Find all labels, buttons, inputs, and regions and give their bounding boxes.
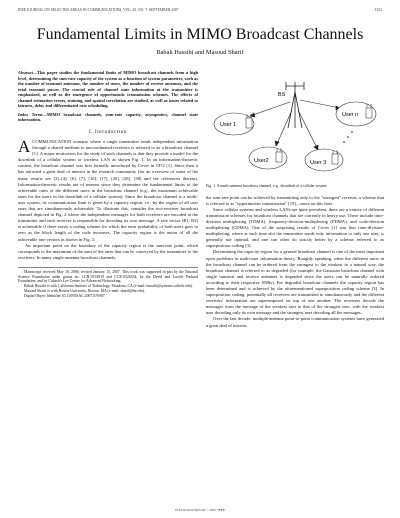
running-header bbox=[18, 8, 382, 16]
journal-header: IEEE JOURNAL ON SELECTED AREAS IN COMMUNICATIONS, VOL. 25, NO. 7, SEPTEMBER 2007 bbox=[18, 8, 179, 12]
section-heading: I. Introduction bbox=[89, 129, 127, 135]
intro-paragraph-2: An important point on the boundary of the capacity region is the sum-rate point, which corresponds to the maximum of the sum of the rates that can be conveyed by the transmitter to the receivers. In many single-antenna broadcast channels, bbox=[18, 242, 198, 260]
index-terms-text: —MIMO broadcast channels, sum-rate capacity, asymptotics, channel state information. bbox=[18, 111, 198, 123]
paper-title: Fundamental Limits in MIMO Broadcast Channels bbox=[36, 26, 364, 43]
ellipsis-dots bbox=[343, 131, 353, 143]
usern-label: User n bbox=[342, 112, 359, 118]
copyright-line: 0733-8716/07/$25.00 © 2007 IEEE bbox=[174, 508, 226, 512]
right-paragraph-3: Determining the capacity region for a general broadcast channel is one of the most important open problems in multi-user information theory. Roughly speaking, when the different users in the broadcast channel can be ordered from the strongest to the weakest in a natural way, the broadcast channel is referred to as degraded (for example, the Gaussian broadcast channel with single transmit and receive antennas is degraded since the users can be naturally ordered according to their respective SNRs). For degraded broadcast channels the capacity region has been determined and is achieved by the aforementioned superposition coding scheme [3]. In superposition coding, potentially all receivers are transmitted to simultaneously and the different receivers' information are superimposed on top of one another. The receivers decode the messages from the message of the weakest user to that of the strongest user, with the weakest user decoding only its own message and the strongest user decoding all the messages. bbox=[206, 249, 384, 316]
index-terms bbox=[18, 112, 198, 123]
footnote-manuscript: Manuscript received May 16, 2006; revised January 15, 2007. This work was supported in part by the National Science Foundation under grants no. CCR-0133818 and CCR-0326554, by the David and Lucille Packard Foundation, and by Caltech's Lee Center for Advanced Networking. bbox=[18, 269, 198, 284]
intro-paragraph bbox=[18, 139, 198, 243]
abstract-label: Abstract bbox=[18, 70, 33, 75]
paper-authors: Babak Hassibi and Masoud Sharif bbox=[156, 49, 244, 56]
broadcast-diagram bbox=[206, 70, 384, 182]
footnote bbox=[18, 267, 198, 299]
figure-caption: Fig. 1. A multi-antenna broadcast channel, e.g., downlink of a cellular system bbox=[206, 184, 327, 188]
user3-label: User 3 bbox=[310, 160, 327, 166]
footnote-doi: Digital Object Identifier 10.1109/JSAC.2007.070907. bbox=[24, 293, 106, 298]
abstract bbox=[18, 70, 198, 109]
footnote-author-2: Masoud Sharif is with Boston University, Boston, MA (e-mail: sharif@bu.edu). bbox=[24, 289, 146, 294]
footnote-author-1: Babak Hassibi is with California Institute of Technology, Pasadena, CA (e-mail: hassibi@systems.caltech.edu). bbox=[24, 284, 193, 289]
right-paragraph-4: Over the last decade, multiple-antenna point-to-point communication systems have generated a great deal of interest, bbox=[206, 316, 384, 328]
right-paragraph-2: Since cellular systems and wireless LANs are quite prevalent, there are a variety of different transmission schemes for broadcast channels that are currently in heavy use. These include time-division multiplexing (TDMA), frequency-division-multiplexing (FDMA), and code-division multiplexing (CDMA). One of the surprising results of Cover [1] was that time-division-multiplexing, where at each time slot the transmitter sends only information to only one user, is generally not optimal, and one can often do strictly better by a scheme referred to as superposition coding [3]. bbox=[206, 206, 384, 249]
user1-label: User 1 bbox=[220, 122, 237, 128]
right-paragraph-1: the sum-rate point can be achieved by transmitting only to the "strongest" receiver, a scheme that is referred to as "opportunistic transmission" [19]—more on this later. bbox=[206, 194, 384, 206]
page-number: 1333 bbox=[374, 8, 382, 12]
figure-1 bbox=[206, 70, 384, 182]
bs-label: BS bbox=[278, 92, 286, 98]
abstract-text: —This paper studies the fundamental limits of MIMO broadcast channels from a high level, determining the sum-rate capacity of the system as a function of system parameters, such as the number of transmit antennas, the number of users, the number of receive antennas, and the total transmit power. The crucial role of channel state information at the transmitter is emphasized, as well as the emergence of opportunistic transmission schemes. The effects of channel estimation errors, training, and spatial correlation are studied, as well as issues related to fairness, delay and differentiated rate scheduling. bbox=[18, 70, 198, 109]
drop-cap: A bbox=[18, 137, 31, 157]
index-terms-label: Index Terms bbox=[18, 111, 43, 117]
intro-text: COMMUNICATION scenario where a single transmitter sends independent information through a shared medium to uncoordinated receivers is referred to as a broadcast channel [1]. A major motivation for the study of such channels is that they provide a model for the downlink of a cellular system or wireless LAN as shown Fig. 1. In an information-theoretic context, the broadcast channel was first formally introduced by Cover in 1972 [1]. Since then it has attracted a great deal of interest in the research community (for an overview of some of the many results see [2]–[4], [6], [7], [16], [17], [20], [28], [38] and the references therein). Information-theoretic results are of interest since they determine the fundamental limits of the achievable rates of the different users in the broadcast channel (e.g., the maximum achievable rates for the users in the downlink of a cellular system). Since the broadcast channel is a multi-user system, its communication limit is given by a capacity region, i.e., by the region of all user rates that are simultaneously achievable. To illustrate this, consider the two-receiver broadcast channel depicted in Fig. 2 where the independent messages for both receivers are encoded at the transmitter and each receiver is responsible for decoding its own message. A rate vector (R1, R2) is achievable if there exists a coding scheme for which the error probability of both users goes to zero as the block length of the code increases. The capacity region is the union of all the achievable rate vectors as shown in Fig. 3. bbox=[18, 139, 198, 242]
left-column bbox=[18, 70, 198, 299]
right-column bbox=[206, 70, 384, 329]
base-station-icon bbox=[286, 82, 304, 128]
user2-label: User2 bbox=[254, 158, 269, 164]
